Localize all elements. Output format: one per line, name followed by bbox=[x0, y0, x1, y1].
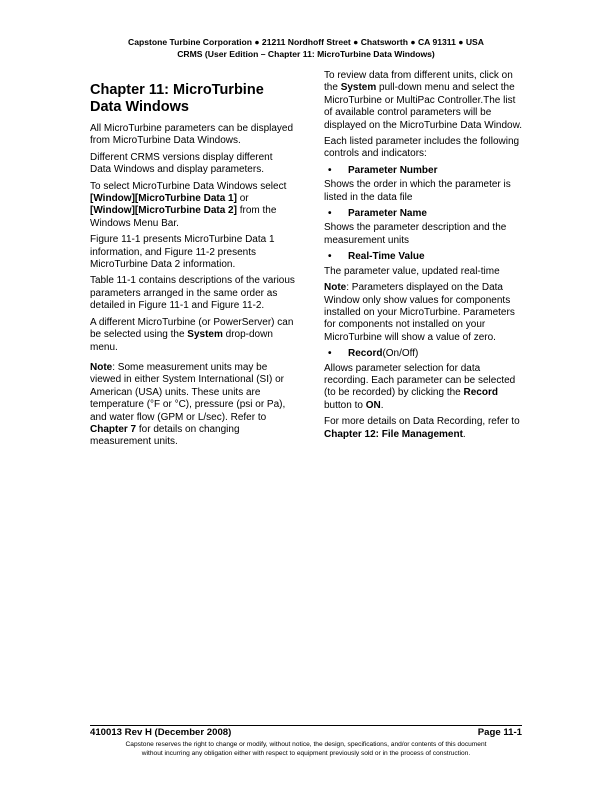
bullet-item: • Record (On/Off) bbox=[324, 348, 524, 360]
bullet-description: The parameter value, updated real-time bbox=[324, 265, 500, 277]
paragraph: A different MicroTurbine (or PowerServer) can be selected using the System drop-down menu. bbox=[90, 316, 294, 353]
paragraph: Different CRMS versions display different Data Windows and display parameters. bbox=[90, 151, 273, 176]
paragraph: To review data from different units, click on the System pull-down menu and select the MicroTurbine or MultiPac Controller.The list of available control parameters will be displayed on the MicroTurbine Data Window. bbox=[324, 70, 523, 131]
page-header bbox=[0, 37, 612, 60]
bullet-description: Shows the order in which the parameter is listed in the data file bbox=[324, 179, 511, 203]
paragraph: All MicroTurbine parameters can be displayed from MicroTurbine Data Windows. bbox=[90, 123, 294, 147]
doc-revision: 410013 Rev H (December 2008) bbox=[90, 727, 232, 738]
footer-rule bbox=[90, 725, 522, 726]
header-company-line: Capstone Turbine Corporation ● 21211 Nordhoff Street ● Chatsworth ● CA 91311 ● USA bbox=[128, 37, 484, 47]
bullet-item: • Parameter Name bbox=[324, 208, 524, 220]
note-paragraph: Note: Some measurement units may be viewed in either System International (SI) or American (USA) units. These units are temperature (°F or °C), pressure (psi or Pa), and water flow (GPM or L/sec). Refer to Chapter 7 for details on changing measurement units. bbox=[90, 361, 286, 448]
paragraph: Table 11-1 contains descriptions of the various parameters arranged in the same order as detailed in Figure 11-1 and Figure 11-2. bbox=[90, 275, 295, 312]
bullet-icon: • bbox=[328, 251, 332, 263]
bullet-icon: • bbox=[328, 208, 332, 220]
bullet-item: • Parameter Number bbox=[324, 165, 524, 177]
disclaimer-line: without incurring any obligation either with respect to equipment previously sold or in the process of construction. bbox=[141, 750, 471, 757]
page-number: Page 11-1 bbox=[477, 727, 522, 738]
header-doc-line: CRMS (User Edition – Chapter 11: MicroTurbine Data Windows) bbox=[177, 48, 435, 59]
chapter-title: Chapter 11: MicroTurbine Data Windows bbox=[90, 82, 264, 115]
bullet-icon: • bbox=[328, 164, 332, 176]
note-paragraph: Note: Parameters displayed on the Data Window only show values for components installed on your MicroTurbine. Parameters for components not installed on your MicroTurbine will show a value of zero. bbox=[324, 282, 515, 343]
disclaimer-line: Capstone reserves the right to change or modify, without notice, the design, specifications, and/or contents of this document bbox=[125, 741, 487, 748]
bullet-description: Shows the parameter description and the measurement units bbox=[324, 222, 507, 246]
paragraph: For more details on Data Recording, refer to Chapter 12: File Management. bbox=[324, 416, 520, 440]
paragraph: To select MicroTurbine Data Windows select [Window][MicroTurbine Data 1] or [Window][MicroTurbine Data 2] from the Windows Menu Bar. bbox=[90, 180, 287, 229]
right-column bbox=[324, 70, 524, 445]
bullet-description: Allows parameter selection for data recording. Each parameter can be selected (to be recorded) by clicking the Record button to ON. bbox=[324, 362, 516, 411]
disclaimer bbox=[60, 740, 552, 758]
paragraph: Figure 11-1 presents MicroTurbine Data 1 information, and Figure 11-2 presents MicroTurbine Data 2 information. bbox=[90, 234, 275, 271]
bullet-item: • Real-Time Value bbox=[324, 251, 524, 263]
left-column bbox=[90, 70, 295, 453]
page-footer bbox=[90, 727, 522, 738]
bullet-icon: • bbox=[328, 348, 332, 360]
paragraph: Each listed parameter includes the following controls and indicators: bbox=[324, 136, 520, 160]
